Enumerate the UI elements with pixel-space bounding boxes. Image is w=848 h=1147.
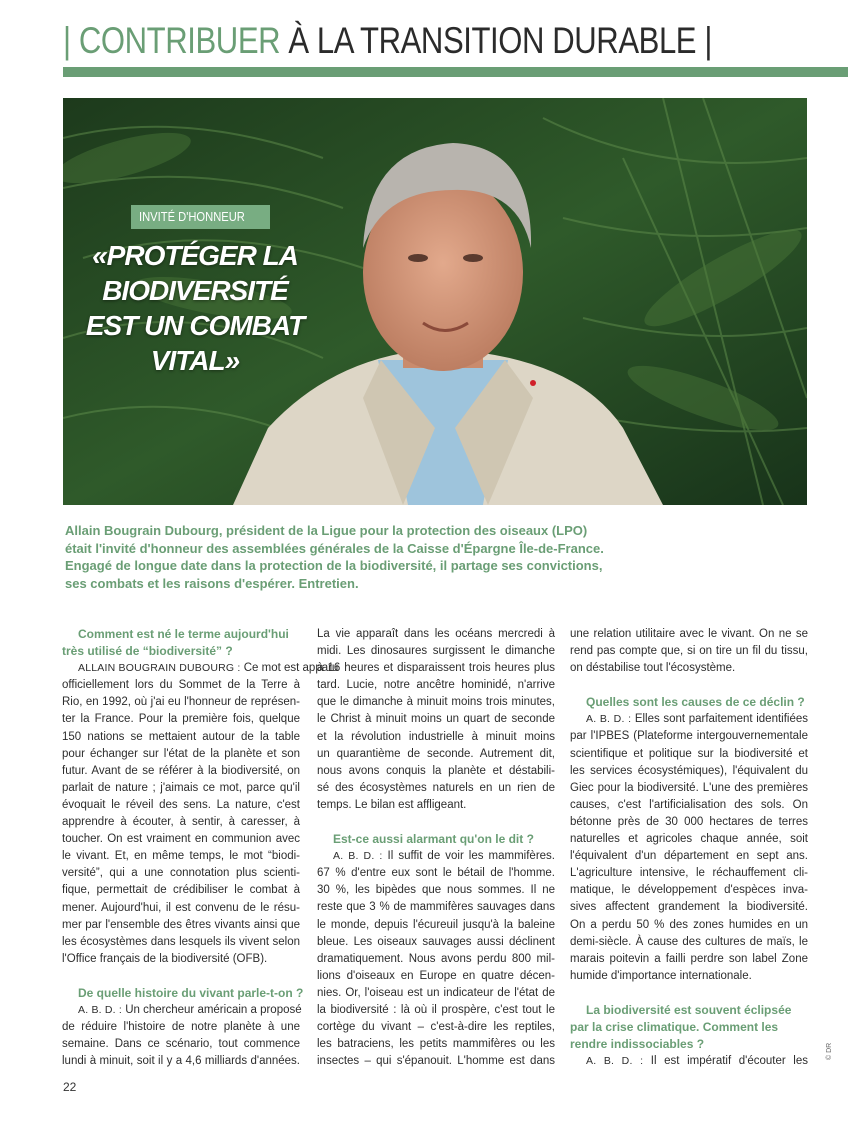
header-title-highlight: CONTRIBUER (78, 20, 281, 61)
answer-line: bleue. Les oiseaux sauvages aussi déclinent (317, 935, 555, 948)
hero-photo (63, 98, 807, 505)
answer-line: officiellement lors du Sommet de la Terre à (62, 679, 300, 692)
headline-line: VITAL» (150, 345, 240, 376)
headline-line: «PROTÉGER LA (92, 240, 298, 271)
question-heading: rendre indissociables ? (570, 1037, 705, 1052)
question-heading: Quelles sont les causes de ce déclin ? (586, 695, 805, 710)
answer-line: de réduire l'histoire de notre planète à une (62, 1021, 300, 1034)
answer-line: naturelles et agricoles chaque année, soit (570, 833, 808, 846)
question-heading: par la crise climatique. Comment les (570, 1019, 779, 1034)
question-heading: Comment est né le terme aujourd'hui (78, 627, 289, 641)
headline-line: EST UN COMBAT (85, 310, 305, 341)
answer-line: temps. Le bilan est affligeant. (317, 798, 467, 811)
answer-line: L'agriculture intensive, le réchauffement cli- (570, 867, 808, 880)
answer-line: mener. Aujourd'hui, il est convenu de le résu- (62, 901, 300, 914)
answer-line: Giec pour la biodiversité. L'une des premières (570, 781, 808, 794)
speaker-label: ALLAIN BOUGRAIN DUBOURG : (78, 662, 241, 675)
header-bar-left: | (63, 20, 79, 61)
question-heading: très utilisé de “biodiversité” ? (62, 644, 233, 659)
answer-line: les batraciens, les petits mammifères ou les (317, 1038, 555, 1051)
answer-line: reste que 3 % de mammifères sauvages dans (317, 901, 555, 914)
answer-line: sé des écosystèmes naturels en un rien de (317, 781, 555, 794)
intro-line: était l'invité d'honneur des assemblées générales de la Caisse d'Épargne Île-de-France. (65, 540, 604, 556)
answer-line: toucher. On est vraiment en communion avec (62, 833, 300, 846)
article-column-2 (317, 626, 555, 1070)
guest-of-honor-tag: INVITÉ D'HONNEUR (131, 205, 270, 229)
answer-line: que le dimanche à minuit moins trois minutes, (317, 696, 555, 709)
answer-line: On a perdu 50 % des zones humides en un (570, 918, 808, 931)
photo-credit: © DR (826, 1042, 833, 1060)
answer-line: une relation utilitaire avec le vivant. On ne se (570, 628, 808, 640)
header-rule (63, 67, 848, 77)
answer-line: pour échanger sur l'état de la planète et son (62, 747, 300, 760)
answer-line: fique, permettait de crédibiliser le combat à (62, 884, 300, 897)
answer-line: lundi à minuit, soit il y a 4,6 milliards d'années. (62, 1055, 300, 1068)
page-header-title (63, 20, 712, 62)
answer-line: bétonne près de 30 000 hectares de terres (570, 815, 808, 828)
answer-line: apprendre à écouter, à sentir, à caresser, à (62, 816, 300, 829)
answer-line: causes, c'est l'artificialisation des sols. On (570, 798, 808, 811)
answer-line: versité”, qui a une connotation plus scienti- (62, 867, 300, 880)
answer-line: et la révolution industrielle à minuit moins (317, 730, 555, 743)
answer-line: l'équivalent d'un département en sept ans. (570, 850, 808, 863)
answer-line: nies. Or, l'oiseau est un indicateur de l'état de (317, 986, 555, 999)
speaker-label: A. B. D. : (333, 850, 383, 863)
answer-line: A. B. D. : Il suffit de voir les mammifères. (333, 850, 555, 863)
answer-line: l'Office français de la biodiversité (OFB). (62, 952, 268, 965)
answer-line: le Christ à minuit moins un quart de seconde (317, 713, 555, 726)
answer-line: par l'IPBES (Plateforme intergouvernementale (570, 730, 808, 743)
answer-line: le vivant. Et, en même temps, le mot “biodi- (62, 850, 300, 863)
answer-line: insectes – qui s'épanouit. L'homme est dans (317, 1055, 555, 1068)
answer-line: le monde, depuis l'écureuil jusqu'à la baleine (317, 918, 555, 931)
answer-line: futur. Avant de se référer à la biodiversité, on (62, 764, 300, 777)
speaker-label: A. B. D. : (78, 1003, 123, 1016)
answer-line: matique, le développement d'espèces inva- (570, 884, 808, 897)
question-heading: La biodiversité est souvent éclipsée (586, 1002, 792, 1017)
answer-line: évoquait le réveil des sens. La nature, c'est (62, 798, 300, 811)
answer-line: les services écosystémiques), l'équivalent du (570, 764, 808, 777)
intro-line: Allain Bougrain Dubourg, président de la Ligue pour la protection des oiseaux (LPO) (65, 523, 588, 538)
headline-quote (63, 238, 327, 378)
answer-line: la biodiversité : là où il prospère, c'est tout le (317, 1003, 555, 1016)
answer-line: sives affectent grandement la biodiversité. (570, 901, 808, 914)
answer-line: mer par l'ensemble des êtres vivants ainsi que (62, 918, 300, 931)
answer-line: A. B. D. : Un chercheur américain a proposé (78, 1003, 302, 1016)
answer-line: un quarantième de seconde. Autrement dit, (317, 747, 555, 760)
answer-line: humide d'importance internationale. (570, 969, 752, 982)
answer-line: semaine. Dans ce scénario, tout commence (62, 1038, 300, 1051)
intro-line: Engagé de longue date dans la protection de la biodiversité, il partage ses convictions, (65, 558, 603, 574)
speaker-label: A. B. D. : (586, 1055, 644, 1068)
article-column-3 (570, 626, 808, 1070)
answer-line: à 16 heures et disparaissent trois heures plus (317, 662, 555, 675)
answer-line: nous avons conquis la planète et déstabili- (317, 764, 555, 777)
answer-line: 67 % d'entre eux sont le bétail de l'homme. (317, 867, 555, 880)
speaker-label: A. B. D. : (586, 713, 632, 726)
answer-line: Rio, en 1992, où j'ai eu l'honneur de représen- (62, 696, 300, 709)
answer-line: cortège du vivant – c'est-à-dire les reptiles, (317, 1021, 555, 1034)
answer-line: tard. Lucie, notre ancêtre hominidé, n'arrive (317, 679, 555, 692)
answer-line: 30 %, les bipèdes que nous sommes. Il ne (317, 884, 555, 897)
answer-line: scientifique et politique sur la biodiversité et (570, 747, 808, 760)
answer-line: La vie apparaît dans les océans mercredi à (317, 628, 555, 640)
answer-line: marais poitevin a failli perdre son label Zone (570, 952, 808, 965)
answer-line: A. B. D. : Il est impératif d'écouter les (586, 1055, 808, 1068)
answer-line: dramatiquement. Nous avons perdu 800 mil- (317, 952, 555, 965)
answer-line: rend pas compte que, si on tire un fil du tissu, (570, 645, 808, 658)
answer-line: lions d'oiseaux en Europe en quatre décen- (317, 969, 555, 982)
answer-line: A. B. D. : Elles sont parfaitement identifiées (586, 713, 809, 726)
question-heading: Est-ce aussi alarmant qu'on le dit ? (333, 832, 534, 847)
answer-line: 150 nations se mettaient autour de la table (62, 730, 300, 743)
answer-line: ALLAIN BOUGRAIN DUBOURG : Ce mot est apparu (78, 662, 339, 675)
answer-line: parlait de nature ; j'aimais ce mot, parce qu'il (62, 781, 300, 794)
headline-line: BIODIVERSITÉ (102, 275, 288, 306)
article-column-1 (62, 626, 339, 1070)
answer-line: demi-siècle. À cause des cultures de maïs, le (570, 935, 808, 948)
answer-line: midi. Les dinosaures surgissent le dimanche (317, 645, 555, 658)
answer-line: les écosystèmes dans lesquels ils vivent selon (62, 935, 300, 948)
header-title-rest: À LA TRANSITION DURABLE | (280, 20, 712, 61)
intro-line: ses combats et les raisons d'espérer. Entretien. (65, 575, 359, 591)
page-number: 22 (63, 1080, 77, 1094)
answer-line: ter la France. Pour la première fois, quelque (62, 713, 300, 726)
question-heading: De quelle histoire du vivant parle-t-on ? (78, 985, 304, 1000)
answer-line: on déstabilise tout l'écosystème. (570, 662, 736, 675)
intro-paragraph (65, 522, 785, 592)
